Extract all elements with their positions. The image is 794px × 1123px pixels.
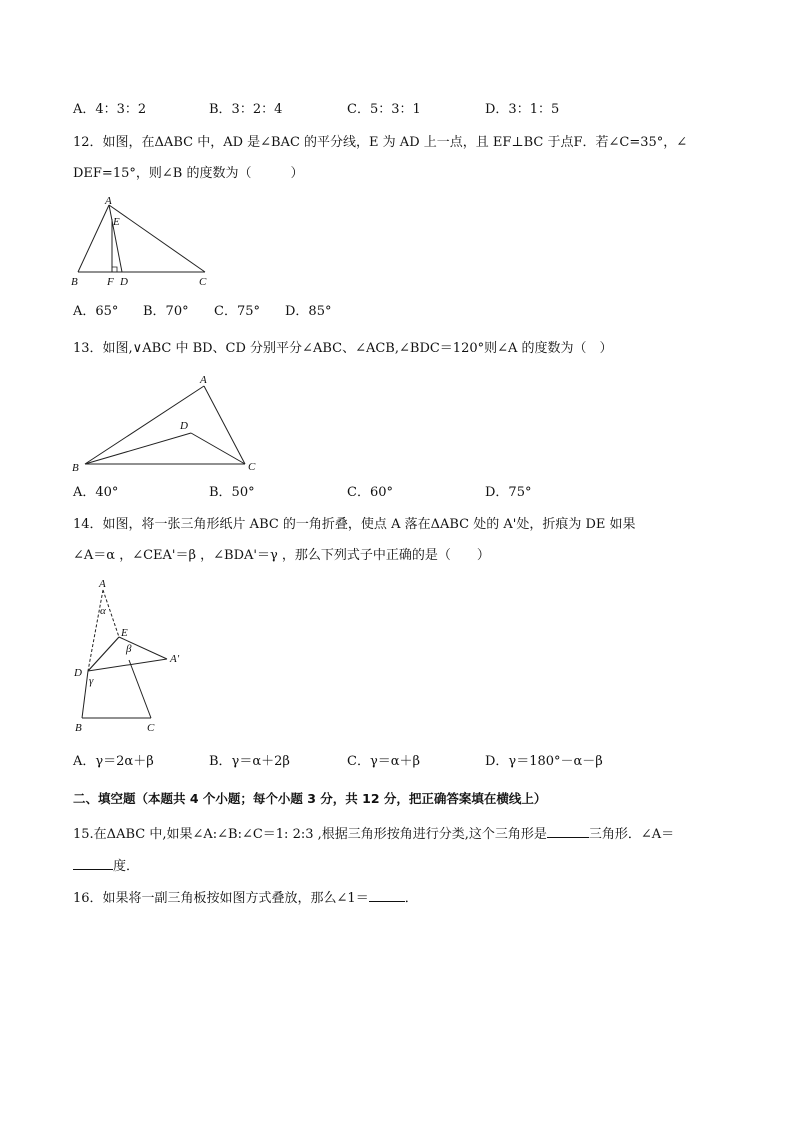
q14-option-b: B．γ＝α＋2β [209,754,290,769]
q14-label-alpha: α [100,605,106,617]
q12-label-c: C [199,276,207,288]
q11-option-c: C．5：3：1 [347,102,421,117]
q13-label-d: D [180,420,188,432]
q13-option-c: C．60° [347,485,393,500]
q12-label-f: F [107,276,114,288]
q14-stem-line1: 14．如图，将一张三角形纸片 ABC 的一角折叠，使点 A 落在ΔABC 处的 A'处，折痕为 DE 如果 [73,517,636,532]
q13-option-a: A．40° [73,485,119,500]
q14-stem-line2: ∠A＝α ，∠CEA'＝β ，∠BDA'＝γ ，那么下列式子中正确的是（ ） [73,548,490,563]
q14-label-beta: β [126,643,132,655]
q14-figure [65,576,195,736]
section-2-heading: 二、填空题（本题共 4 个小题；每个小题 3 分，共 12 分，把正确答案填在横线上） [73,791,547,806]
q15-text-a: 15.在ΔABC 中,如果∠A:∠B:∠C＝1: 2:3 ,根据三角形按角进行分类,这个三角形是 [73,827,547,842]
q15-text-b: 三角形．∠A＝ [588,827,675,842]
q12-label-a: A [105,195,112,207]
q16-text-a: 16．如果将一副三角板按如图方式叠放，那么∠1＝ [73,891,369,906]
q13-label-c: C [248,461,256,473]
q14-option-d: D．γ＝180°－α－β [485,754,603,769]
q14-label-e: E [121,627,128,639]
q15-stem-line1 [73,823,674,844]
q15-stem-line2 [73,855,139,876]
q14-label-a-prime: A′ [170,653,180,665]
q15-blank-1[interactable] [547,823,589,838]
q11-option-b: B．3：2：4 [209,102,283,117]
q12-label-e: E [113,216,120,228]
q12-stem-line1: 12．如图，在ΔABC 中，AD 是∠BAC 的平分线，E 为 AD 上一点，且 EF⊥BC 于点F．若∠C=35°，∠ [73,135,688,150]
q12-option-c: C．75° [214,304,260,319]
q13-option-d: D．75° [485,485,532,500]
q12-option-b: B．70° [143,304,189,319]
q14-option-a: A．γ＝2α＋β [73,754,154,769]
q12-figure [65,196,225,290]
q13-label-a: A [200,374,207,386]
q13-label-b: B [72,462,79,474]
q12-label-b: B [71,276,78,288]
q12-stem-line2: DEF=15°，则∠B 的度数为（ ） [73,166,304,181]
q12-option-a: A．65° [73,304,119,319]
q14-label-a: A [99,578,106,590]
q14-option-c: C．γ＝α＋β [347,754,421,769]
q13-stem: 13．如图,∨ABC 中 BD、CD 分别平分∠ABC、∠ACB,∠BDC＝120°则∠A 的度数为（ ） [73,341,613,356]
q12-option-d: D．85° [285,304,332,319]
q12-label-d: D [120,276,128,288]
q16-text-b: ． [404,891,418,906]
q15-text-c: 度． [113,859,140,874]
q14-label-gamma: γ [89,675,94,687]
q15-blank-2[interactable] [73,855,113,870]
q16-blank[interactable] [369,887,405,902]
q11-option-d: D．3：1：5 [485,102,560,117]
q16-stem [73,887,418,908]
q14-label-d: D [74,667,82,679]
q14-label-b: B [75,722,82,734]
q13-option-b: B．50° [209,485,255,500]
q13-figure [65,370,275,478]
q11-option-a: A．4：3：2 [73,102,147,117]
q14-label-c: C [147,722,155,734]
